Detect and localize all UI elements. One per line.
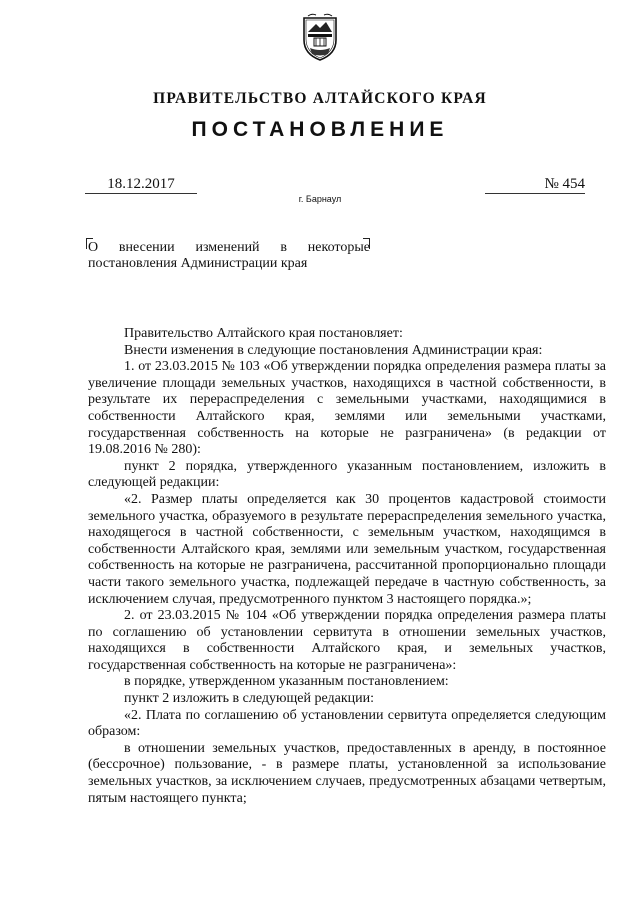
body-paragraph: Правительство Алтайского края постановляет: (124, 326, 403, 341)
subject-word: внесении (118, 240, 175, 255)
body-paragraph: пункт 2 изложить в следующей редакции: (124, 691, 374, 707)
document-date: 18.12.2017 (85, 176, 197, 194)
city-label: г. Барнаул (298, 194, 342, 204)
document-number: № 454 (485, 176, 585, 194)
subject-line-2: постановления Администрации края (88, 256, 308, 271)
body-paragraph: в порядке, утвержденном указанным постановлением: (124, 674, 449, 690)
body-paragraph: в отношении земельных участков, предоставленных в аренду, в постоянное (бессрочное) пользование, - в размере платы, установленной за использование земельных участков, за исключением случаев, предусмотренных абзацами четвертым, пятым настоящего пункта; (88, 740, 606, 806)
body-paragraph: «2. Плата по соглашению об установлении сервитута определяется следующим образом: (88, 707, 606, 740)
body-paragraph: Внести изменения в следующие постановления Администрации края: (124, 342, 543, 358)
body-paragraph: пункт 2 порядка, утвержденного указанным постановлением, изложить в следующей редакции: (88, 458, 606, 491)
subject-word: некоторые (307, 240, 370, 255)
body-paragraph: «2. Размер платы определяется как 30 процентов кадастровой стоимости земельного участка, образуемого в результате перераспределения земельного участка, находящегося в частной собственности, с земельным участком, находящимся в собственности Алтайского края, землями или земельным участком, государственная собственность на которые не разграничена, рассчитанной пропорционально площади части такого земельного участка, подлежащей передаче в частную собственность, за исключением случая, предусмотренного пунктом 3 настоящего порядка.»; (88, 491, 606, 607)
document-subject (88, 240, 370, 272)
body-paragraph: 1. от 23.03.2015 № 103 «Об утверждении порядка определения размера платы за увеличение площади земельных участков, находящихся в частной собственности, в результате их перераспределения с земельными участками, находящимися в собственности Алтайского края, землями или земельными участками, государственная собственность на которые не разграничена» (в редакции от 19.08.2016 № 280): (88, 359, 606, 458)
body-paragraph: 2. от 23.03.2015 № 104 «Об утверждении порядка определения размера платы по соглашению об установлении сервитута в отношении земельных участков, находящихся в собственности Алтайского края, и земельных участков, государственная собственность на которые не разграничена»: (88, 608, 606, 673)
government-heading: ПРАВИТЕЛЬСТВО АЛТАЙСКОГО КРАЯ (153, 90, 487, 107)
coat-of-arms-emblem (300, 12, 340, 62)
document-type-title: ПОСТАНОВЛЕНИЕ (191, 118, 449, 141)
document-body (88, 326, 606, 807)
subject-word: О (88, 240, 99, 255)
subject-line-1 (88, 240, 370, 256)
subject-word: изменений (195, 240, 260, 255)
subject-word: в (280, 240, 287, 255)
